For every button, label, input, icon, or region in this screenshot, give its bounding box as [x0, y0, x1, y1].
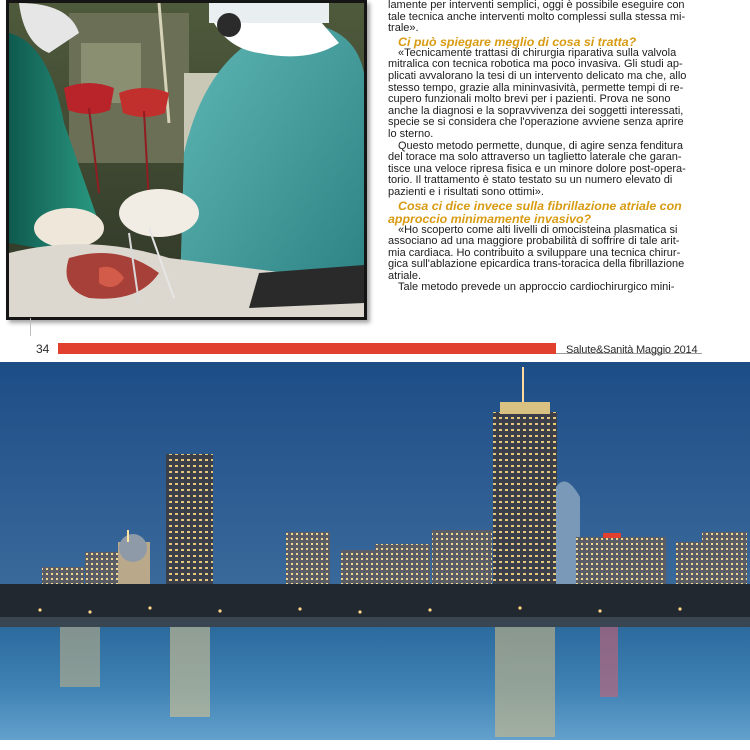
article-text-line: plicati avvalorano la tesi di un intervento delicato ma che, allo	[388, 69, 687, 82]
city-skyline-photo	[0, 362, 750, 750]
article-text-line: gica sull'ablazione epicardica trans-toracica della fibrillazione	[388, 258, 685, 271]
article-text-line: lo sterno.	[388, 127, 434, 140]
article-text-line: mitralica con tecnica robotica ma poco invasiva. Gli studi ap-	[388, 58, 683, 71]
interview-question: Ci può spiegare meglio di cosa si tratta?	[398, 34, 637, 49]
article-text-line: Tale metodo prevede un approccio cardiochirurgico mini-	[398, 281, 675, 294]
article-text-line: cupero funzionali molto brevi per i pazienti. Prova ne sono	[388, 93, 671, 106]
article-text-line: associano ad una maggiore probabilità di soffrire di tale arit-	[388, 235, 680, 248]
article-column	[388, 0, 698, 294]
article-text-line: «Tecnicamente trattasi di chirurgia riparativa sulla valvola	[398, 46, 677, 59]
article-text-line: tisce una veloce ripresa fisica e un minore dolore post-opera-	[388, 162, 686, 175]
article-text-line: lamente per interventi semplici, oggi è possibile eseguire con	[388, 0, 685, 11]
article-text-line: specie se si considera che l'operazione avviene senza aprire	[388, 116, 684, 129]
magazine-page	[0, 0, 750, 362]
article-text-line: anche la diagnosi e la sopravvivenza dei soggetti interessati,	[388, 104, 684, 117]
page-number: 34	[36, 342, 50, 356]
article-text-line: tale tecnica anche interventi molto complessi sulla stessa mi-	[388, 10, 686, 23]
article-text-line: trale».	[388, 22, 419, 35]
interview-question: Cosa ci dice invece sulla fibrillazione atriale con	[398, 198, 682, 213]
article-text-line: stesso tempo, grazie alla mininvasività, permette tempi di re-	[388, 81, 684, 94]
article-text-line: «Ho scoperto come alti livelli di omocisteina plasmatica si	[398, 223, 678, 236]
skyline-illustration	[0, 362, 750, 750]
interview-question-continued: approccio minimamente invasivo?	[388, 211, 592, 226]
article-text-line: pazienti e i risultati sono ottimi».	[388, 185, 544, 198]
magazine-title: Salute&Sanità Maggio 2014	[566, 344, 698, 356]
surgery-photo-illustration	[9, 3, 364, 317]
surgery-photo	[6, 0, 367, 320]
article-text-line: torio. Il trattamento è stato testato su un numero elevato di	[388, 174, 673, 187]
margin-rule	[30, 318, 31, 336]
article-text-line: Questo metodo permette, dunque, di agire senza fenditura	[398, 139, 683, 152]
article-text-line: atriale.	[388, 269, 422, 282]
article-text-line: del torace ma solo attraverso un taglietto laterale che garan-	[388, 151, 682, 164]
footer-red-bar	[58, 343, 556, 354]
article-text-line: mia cardiaca. Ho contribuito a sviluppare una tecnica chirur-	[388, 246, 681, 259]
